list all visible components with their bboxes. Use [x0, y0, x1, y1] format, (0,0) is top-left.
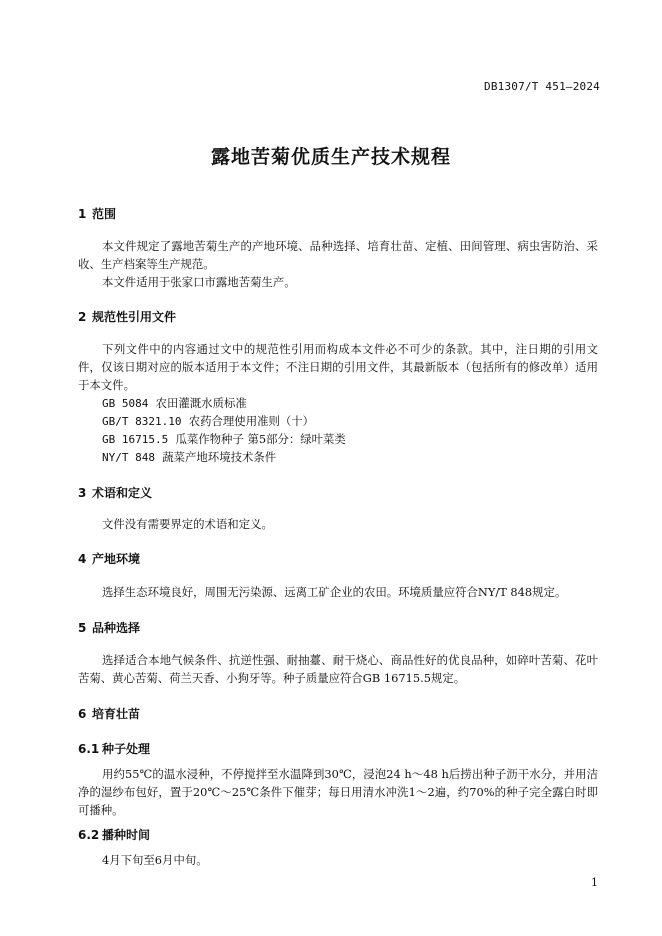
section-3-paragraph-1: 文件没有需要界定的术语和定义。	[102, 517, 273, 531]
reference-code: GB 16715.5	[102, 433, 169, 446]
subsection-number: 6.1	[78, 742, 100, 756]
section-1-paragraph-2: 本文件适用于张家口市露地苦菊生产。	[102, 275, 296, 289]
section-6-heading	[78, 705, 140, 722]
section-title: 品种选择	[92, 621, 141, 635]
reference-code: GB 5084	[102, 397, 149, 410]
section-title: 规范性引用文件	[92, 310, 177, 324]
page-number: 1	[591, 876, 598, 889]
reference-title: 瓜菜作物种子 第5部分：绿叶菜类	[175, 432, 346, 446]
reference-item	[102, 449, 276, 465]
standard-code: DB1307/T 451—2024	[484, 80, 600, 93]
section-1-heading	[78, 205, 116, 222]
subsection-6-2-heading	[78, 826, 150, 843]
reference-title: 农药合理使用准则（十）	[188, 414, 315, 428]
section-title: 术语和定义	[92, 486, 153, 500]
subsection-6-1-paragraph-1: 用约55℃的温水浸种，不停搅拌至水温降到30℃，浸泡24 h～48 h后捞出种子沥干水分，并用洁净的湿纱布包好，置于20℃～25℃条件下催芽；每日用清水冲洗1～2遍，约70%的种子完全露白时即可播种。	[78, 767, 598, 817]
section-title: 产地环境	[92, 552, 141, 566]
reference-code: NY/T 848	[102, 451, 155, 464]
reference-item	[102, 395, 247, 411]
section-number: 6	[78, 707, 87, 721]
section-number: 2	[78, 310, 87, 324]
section-5-heading	[78, 619, 140, 636]
section-number: 5	[78, 621, 87, 635]
subsection-title: 播种时间	[102, 828, 151, 842]
reference-code: GB/T 8321.10	[102, 415, 182, 428]
subsection-title: 种子处理	[102, 742, 151, 756]
reference-title: 农田灌溉水质标准	[155, 396, 247, 410]
section-title: 培育壮苗	[92, 707, 141, 721]
section-title: 范围	[92, 207, 117, 221]
section-2-paragraph-1: 下列文件中的内容通过文中的规范性引用而构成本文件必不可少的条款。其中，注日期的引用文件，仅该日期对应的版本适用于本文件；不注日期的引用文件，其最新版本（包括所有的修改单）适用于本文件。	[78, 342, 598, 392]
section-4-paragraph-1: 选择生态环境良好，周围无污染源、远离工矿企业的农田。环境质量应符合NY/T 848规定。	[102, 585, 567, 599]
subsection-6-1-heading	[78, 740, 150, 757]
section-2-heading	[78, 308, 176, 325]
reference-title: 蔬菜产地环境技术条件	[162, 450, 277, 464]
section-3-heading	[78, 484, 152, 501]
reference-item	[102, 413, 314, 429]
subsection-6-2-paragraph-1: 4月下旬至6月中旬。	[102, 853, 208, 867]
document-title: 露地苦菊优质生产技术规程	[210, 146, 451, 168]
subsection-number: 6.2	[78, 828, 100, 842]
section-1-paragraph-1: 本文件规定了露地苦菊生产的产地环境、品种选择、培育壮苗、定植、田间管理、病虫害防治、采收、生产档案等生产规范。	[78, 239, 598, 271]
section-number: 3	[78, 486, 87, 500]
section-number: 4	[78, 552, 87, 566]
section-number: 1	[78, 207, 87, 221]
reference-item	[102, 431, 346, 447]
section-4-heading	[78, 550, 140, 567]
section-5-paragraph-1: 选择适合本地气候条件、抗逆性强、耐抽薹、耐干烧心、商品性好的优良品种，如碎叶苦菊、花叶苦菊、黄心苦菊、荷兰天香、小狗牙等。种子质量应符合GB 16715.5规定。	[78, 653, 598, 685]
